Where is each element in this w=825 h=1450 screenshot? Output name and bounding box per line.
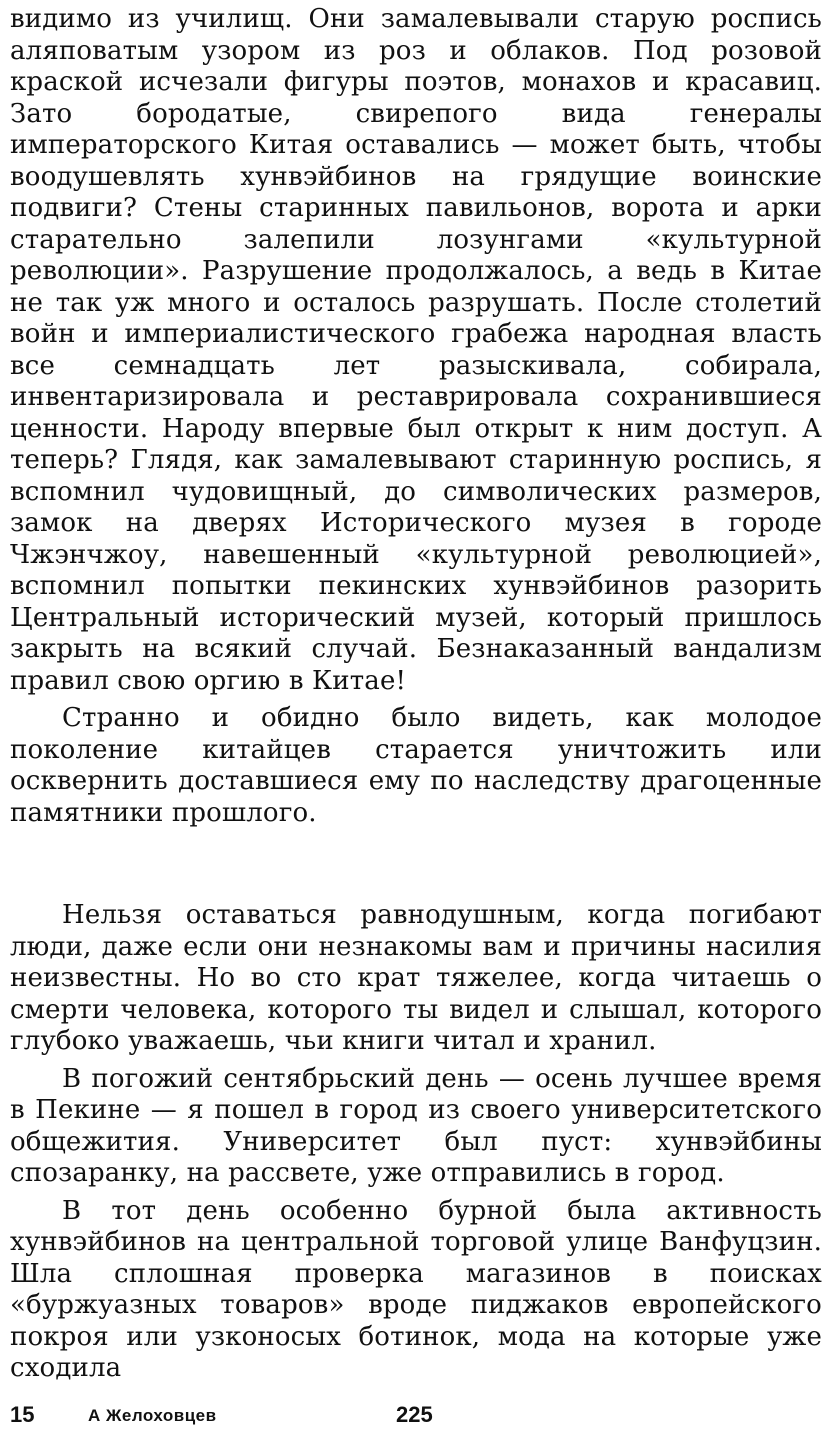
author-name: А Желоховцев [88,1406,217,1425]
paragraph: В погожий сентябрьский день — осень лучшее время в Пекине — я пошел в город из своего университетского общежития. Университет был пуст: хунвэйбины спозаранку, на рассвете, уже отправились в город. [10,1063,822,1188]
paragraph: В тот день особенно бурной была активность хунвэйбинов на центральной торговой улице Ванфуцзин. Шла сплошная проверка магазинов в поисках «буржуазных товаров» вроде пиджаков европейского покроя или узконосых ботинок, мода на которые уже сходила [10,1195,822,1383]
page-footer [10,1400,822,1440]
paragraph: Нельзя оставаться равнодушным, когда погибают люди, даже если они незнакомы вам и причины насилия неизвестны. Но во сто крат тяжелее, когда читаешь о смерти человека, которого ты видел и слышал, которого глубоко уважаешь, чьи книги читал и хранил. [10,900,822,1056]
paragraph: Странно и обидно было видеть, как молодое поколение китайцев старается уничтожить или осквернить доставшиеся ему по наследству драгоценные памятники прошлого. [10,703,822,828]
text-section-2 [10,900,822,1385]
text-section-1 [10,4,822,829]
page-number: 225 [396,1402,433,1427]
signature-mark: 15 [10,1402,35,1427]
paragraph: видимо из училищ. Они замалевывали старую роспись аляповатым узором из роз и облаков. Под розовой краской исчезали фигуры поэтов, монахов и красавиц. Зато бородатые, свирепого вида генералы императорского Китая оставались — может быть, чтобы воодушевлять хунвэйбинов на грядущие воинские подвиги? Стены старинных павильонов, ворота и арки старательно залепили лозунгами «культурной революции». Разрушение продолжалось, а ведь в Китае не так уж много и осталось разрушать. После столетий войн и империалистического грабежа народная власть все семнадцать лет разыскивала, собирала, инвентаризировала и реставрировала сохранившиеся ценности. Народу впервые был открыт к ним доступ. А теперь? Глядя, как замалевывают старинную роспись, я вспомнил чудовищный, до символических размеров, замок на дверях Исторического музея в городе Чжэнчжоу, навешенный «культурной революцией», вспомнил попытки пекинских хунвэйбинов разорить Центральный исторический музей, который пришлось закрыть на всякий случай. Безнаказанный вандализм правил свою оргию в Китае! [10,4,822,696]
book-page [10,0,822,1450]
